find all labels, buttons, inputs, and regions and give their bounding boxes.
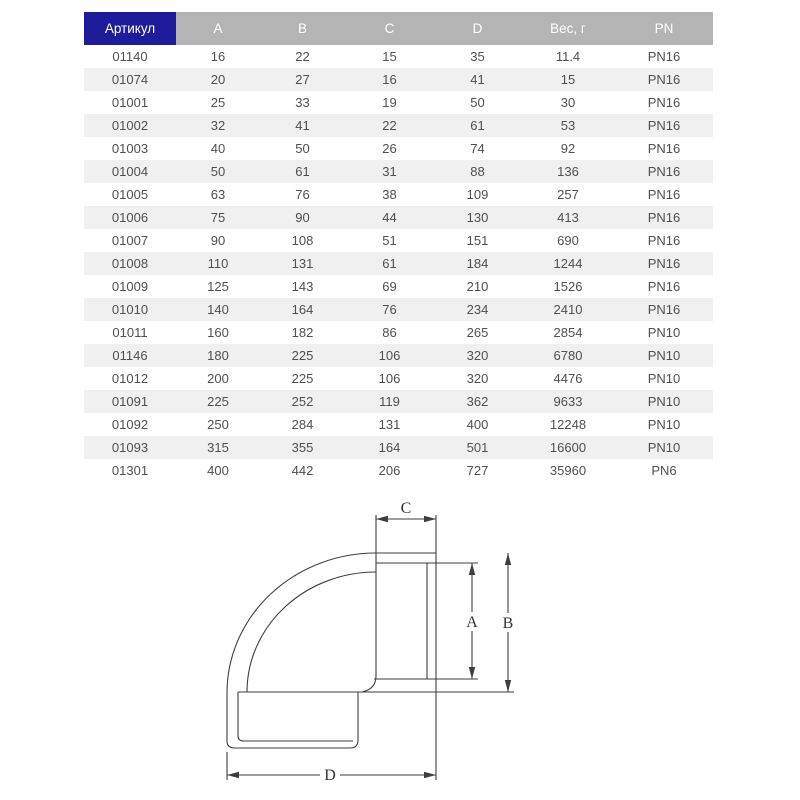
value-cell: 442 (260, 459, 345, 482)
article-cell: 01009 (84, 275, 176, 298)
value-cell: 50 (434, 91, 521, 114)
article-cell: 01146 (84, 344, 176, 367)
value-cell: 50 (176, 160, 260, 183)
value-cell: PN16 (615, 45, 713, 68)
value-cell: 40 (176, 137, 260, 160)
column-header-d: D (434, 12, 521, 45)
value-cell: 92 (521, 137, 615, 160)
value-cell: PN16 (615, 206, 713, 229)
value-cell: 33 (260, 91, 345, 114)
value-cell: PN16 (615, 91, 713, 114)
value-cell: PN16 (615, 160, 713, 183)
article-cell: 01012 (84, 367, 176, 390)
value-cell: 727 (434, 459, 521, 482)
value-cell: 15 (345, 45, 434, 68)
article-cell: 01074 (84, 68, 176, 91)
value-cell: 74 (434, 137, 521, 160)
value-cell: 31 (345, 160, 434, 183)
article-cell: 01004 (84, 160, 176, 183)
value-cell: 106 (345, 367, 434, 390)
value-cell: 2410 (521, 298, 615, 321)
value-cell: 19 (345, 91, 434, 114)
arrowhead (424, 772, 436, 778)
value-cell: 20 (176, 68, 260, 91)
value-cell: 184 (434, 252, 521, 275)
value-cell: 140 (176, 298, 260, 321)
value-cell: 284 (260, 413, 345, 436)
article-cell: 01011 (84, 321, 176, 344)
column-header-article: Артикул (84, 12, 176, 45)
value-cell: 355 (260, 436, 345, 459)
value-cell: 265 (434, 321, 521, 344)
value-cell: 9633 (521, 390, 615, 413)
value-cell: 90 (176, 229, 260, 252)
article-cell: 01301 (84, 459, 176, 482)
dim-label-c: C (400, 500, 412, 517)
value-cell: 22 (260, 45, 345, 68)
column-header-b: B (260, 12, 345, 45)
value-cell: 106 (345, 344, 434, 367)
value-cell: 69 (345, 275, 434, 298)
value-cell: 35960 (521, 459, 615, 482)
value-cell: 90 (260, 206, 345, 229)
value-cell: 151 (434, 229, 521, 252)
dim-label-d: D (324, 767, 336, 784)
arrowhead (227, 772, 239, 778)
inner-corner-fillet (362, 676, 376, 692)
value-cell: 11.4 (521, 45, 615, 68)
value-cell: PN16 (615, 275, 713, 298)
value-cell: 51 (345, 229, 434, 252)
column-header-pn: PN (615, 12, 713, 45)
value-cell: 130 (434, 206, 521, 229)
value-cell: 61 (345, 252, 434, 275)
value-cell: PN16 (615, 183, 713, 206)
value-cell: 225 (260, 344, 345, 367)
value-cell: 250 (176, 413, 260, 436)
arrowhead (505, 680, 511, 692)
value-cell: 25 (176, 91, 260, 114)
value-cell: 6780 (521, 344, 615, 367)
value-cell: 252 (260, 390, 345, 413)
value-cell: 16600 (521, 436, 615, 459)
article-cell: 01140 (84, 45, 176, 68)
value-cell: 320 (434, 367, 521, 390)
value-cell: PN10 (615, 413, 713, 436)
arrowhead (424, 516, 436, 522)
value-cell: 38 (345, 183, 434, 206)
value-cell: PN16 (615, 298, 713, 321)
value-cell: 110 (176, 252, 260, 275)
value-cell: 22 (345, 114, 434, 137)
value-cell: 131 (260, 252, 345, 275)
value-cell: 119 (345, 390, 434, 413)
column-header-вес-г: Вес, г (521, 12, 615, 45)
value-cell: 690 (521, 229, 615, 252)
value-cell: 15 (521, 68, 615, 91)
article-cell: 01008 (84, 252, 176, 275)
column-header-c: C (345, 12, 434, 45)
value-cell: 86 (345, 321, 434, 344)
bottom-socket-bore-left (238, 692, 244, 741)
value-cell: 50 (260, 137, 345, 160)
value-cell: PN10 (615, 436, 713, 459)
value-cell: 53 (521, 114, 615, 137)
value-cell: 27 (260, 68, 345, 91)
value-cell: 400 (434, 413, 521, 436)
value-cell: 164 (260, 298, 345, 321)
value-cell: 225 (176, 390, 260, 413)
value-cell: PN10 (615, 390, 713, 413)
value-cell: PN6 (615, 459, 713, 482)
article-cell: 01093 (84, 436, 176, 459)
value-cell: 1244 (521, 252, 615, 275)
value-cell: 61 (260, 160, 345, 183)
value-cell: 76 (345, 298, 434, 321)
value-cell: 30 (521, 91, 615, 114)
value-cell: 2854 (521, 321, 615, 344)
value-cell: 315 (176, 436, 260, 459)
value-cell: PN16 (615, 252, 713, 275)
value-cell: 61 (434, 114, 521, 137)
article-cell: 01091 (84, 390, 176, 413)
value-cell: 182 (260, 321, 345, 344)
arrowhead (469, 563, 475, 575)
article-cell: 01010 (84, 298, 176, 321)
value-cell: PN16 (615, 68, 713, 91)
value-cell: PN10 (615, 344, 713, 367)
value-cell: 180 (176, 344, 260, 367)
value-cell: 225 (260, 367, 345, 390)
value-cell: 234 (434, 298, 521, 321)
value-cell: 143 (260, 275, 345, 298)
value-cell: PN16 (615, 114, 713, 137)
value-cell: 160 (176, 321, 260, 344)
article-cell: 01005 (84, 183, 176, 206)
value-cell: 12248 (521, 413, 615, 436)
value-cell: 1526 (521, 275, 615, 298)
value-cell: 164 (345, 436, 434, 459)
article-cell: 01002 (84, 114, 176, 137)
bottom-socket-left-edge (227, 693, 235, 748)
value-cell: 257 (521, 183, 615, 206)
value-cell: 136 (521, 160, 615, 183)
value-cell: 501 (434, 436, 521, 459)
value-cell: 41 (434, 68, 521, 91)
value-cell: 26 (345, 137, 434, 160)
article-cell: 01006 (84, 206, 176, 229)
value-cell: 32 (176, 114, 260, 137)
value-cell: 125 (176, 275, 260, 298)
value-cell: PN10 (615, 367, 713, 390)
arrowhead (376, 516, 388, 522)
value-cell: 206 (345, 459, 434, 482)
dimension-lines (227, 516, 511, 780)
arrowhead (469, 667, 475, 679)
value-cell: 63 (176, 183, 260, 206)
elbow-body-outline (227, 515, 514, 780)
value-cell: 16 (176, 45, 260, 68)
article-cell: 01092 (84, 413, 176, 436)
article-cell: 01001 (84, 91, 176, 114)
value-cell: 210 (434, 275, 521, 298)
value-cell: 200 (176, 367, 260, 390)
value-cell: 400 (176, 459, 260, 482)
value-cell: 320 (434, 344, 521, 367)
inner-arc (247, 572, 376, 692)
article-cell: 01007 (84, 229, 176, 252)
value-cell: PN16 (615, 229, 713, 252)
value-cell: 75 (176, 206, 260, 229)
arrowhead (505, 553, 511, 565)
value-cell: 413 (521, 206, 615, 229)
value-cell: 131 (345, 413, 434, 436)
value-cell: 109 (434, 183, 521, 206)
value-cell: 44 (345, 206, 434, 229)
value-cell: 108 (260, 229, 345, 252)
dim-label-b: B (502, 615, 514, 632)
article-cell: 01003 (84, 137, 176, 160)
value-cell: 41 (260, 114, 345, 137)
dim-label-a: A (466, 614, 478, 631)
value-cell: PN16 (615, 137, 713, 160)
value-cell: 88 (434, 160, 521, 183)
column-header-a: A (176, 12, 260, 45)
value-cell: PN10 (615, 321, 713, 344)
value-cell: 35 (434, 45, 521, 68)
value-cell: 76 (260, 183, 345, 206)
value-cell: 4476 (521, 367, 615, 390)
value-cell: 362 (434, 390, 521, 413)
value-cell: 16 (345, 68, 434, 91)
